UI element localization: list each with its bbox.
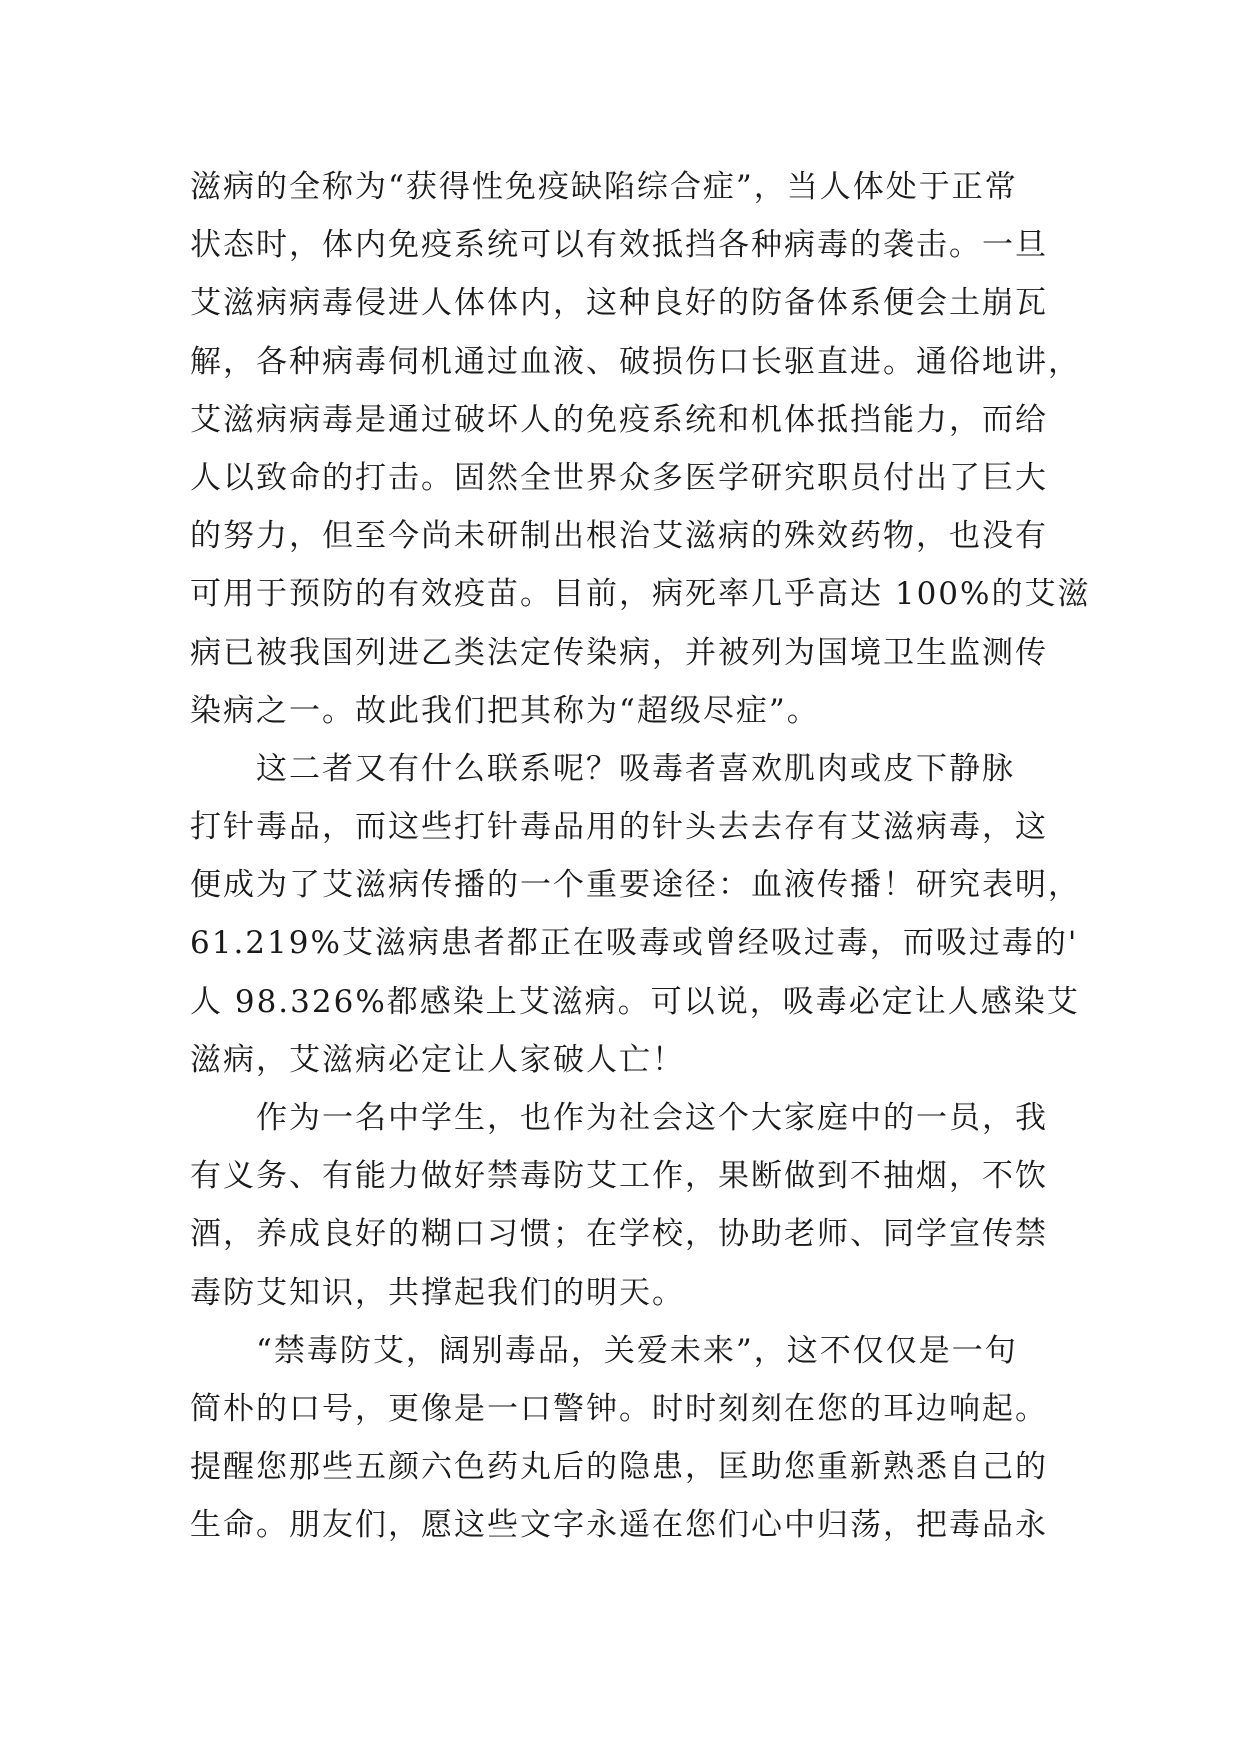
text-line: 艾滋病病毒是通过破坏人的免疫系统和机体抵挡能力，而给 <box>190 401 1048 438</box>
text-line: 滋病的全称为“获得性免疫缺陷综合症”，当人体处于正常 <box>190 169 1018 205</box>
paragraph-start-line: 这二者又有什么联系呢？吸毒者喜欢肌肉或皮下静脉 <box>256 750 1015 787</box>
text-line: 简朴的口号，更像是一口警钟。时时刻刻在您的耳边响起。 <box>190 1390 1048 1427</box>
document-body <box>190 158 1090 1555</box>
text-line: 染病之一。故此我们把其称为“超级尽症”。 <box>190 692 820 729</box>
text-line: 毒防艾知识，共撑起我们的明天。 <box>190 1274 685 1311</box>
text-line: 的努力，但至今尚未研制出根治艾滋病的殊效药物，也没有 <box>190 518 1048 555</box>
text-line: 病已被我国列进乙类法定传染病，并被列为国境卫生监测传 <box>190 634 1048 671</box>
paragraph-start-line: “禁毒防艾，阔别毒品，关爱未来”，这不仅仅是一句 <box>256 1332 1018 1369</box>
text-line: 滋病，艾滋病必定让人家破人亡！ <box>190 1041 685 1078</box>
text-line: 有义务、有能力做好禁毒防艾工作，果断做到不抽烟，不饮 <box>190 1158 1048 1195</box>
text-line: 61.219%艾滋病患者都正在吸毒或曾经吸过毒，而吸过毒的' <box>190 925 1079 962</box>
text-line: 人 98.326%都感染上艾滋病。可以说，吸毒必定让人感染艾 <box>190 983 1080 1020</box>
paragraph-start-line: 作为一名中学生，也作为社会这个大家庭中的一员，我 <box>256 1100 1048 1136</box>
text-line: 生命。朋友们，愿这些文字永遥在您们心中归荡，把毒品永 <box>190 1507 1048 1544</box>
text-line: 便成为了艾滋病传播的一个重要途径：血液传播！研究表明， <box>190 867 1081 904</box>
text-line: 酒，养成良好的糊口习惯；在学校，协助老师、同学宣传禁 <box>190 1216 1048 1253</box>
text-line: 可用于预防的有效疫苗。目前，病死率几乎高达 100%的艾滋 <box>190 576 1091 613</box>
text-line: 艾滋病病毒侵进人体体内，这种良好的防备体系便会土崩瓦 <box>190 285 1048 322</box>
text-line: 提醒您那些五颜六色药丸后的隐患，匡助您重新熟悉自己的 <box>190 1449 1048 1486</box>
text-line: 人以致命的打击。固然全世界众多医学研究职员付出了巨大 <box>190 459 1048 496</box>
text-line: 状态时，体内免疫系统可以有效抵挡各种病毒的袭击。一旦 <box>190 227 1048 264</box>
text-line: 解，各种病毒伺机通过血液、破损伤口长驱直进。通俗地讲， <box>190 343 1081 380</box>
text-line: 打针毒品，而这些打针毒品用的针头去去存有艾滋病毒，这 <box>190 809 1048 846</box>
